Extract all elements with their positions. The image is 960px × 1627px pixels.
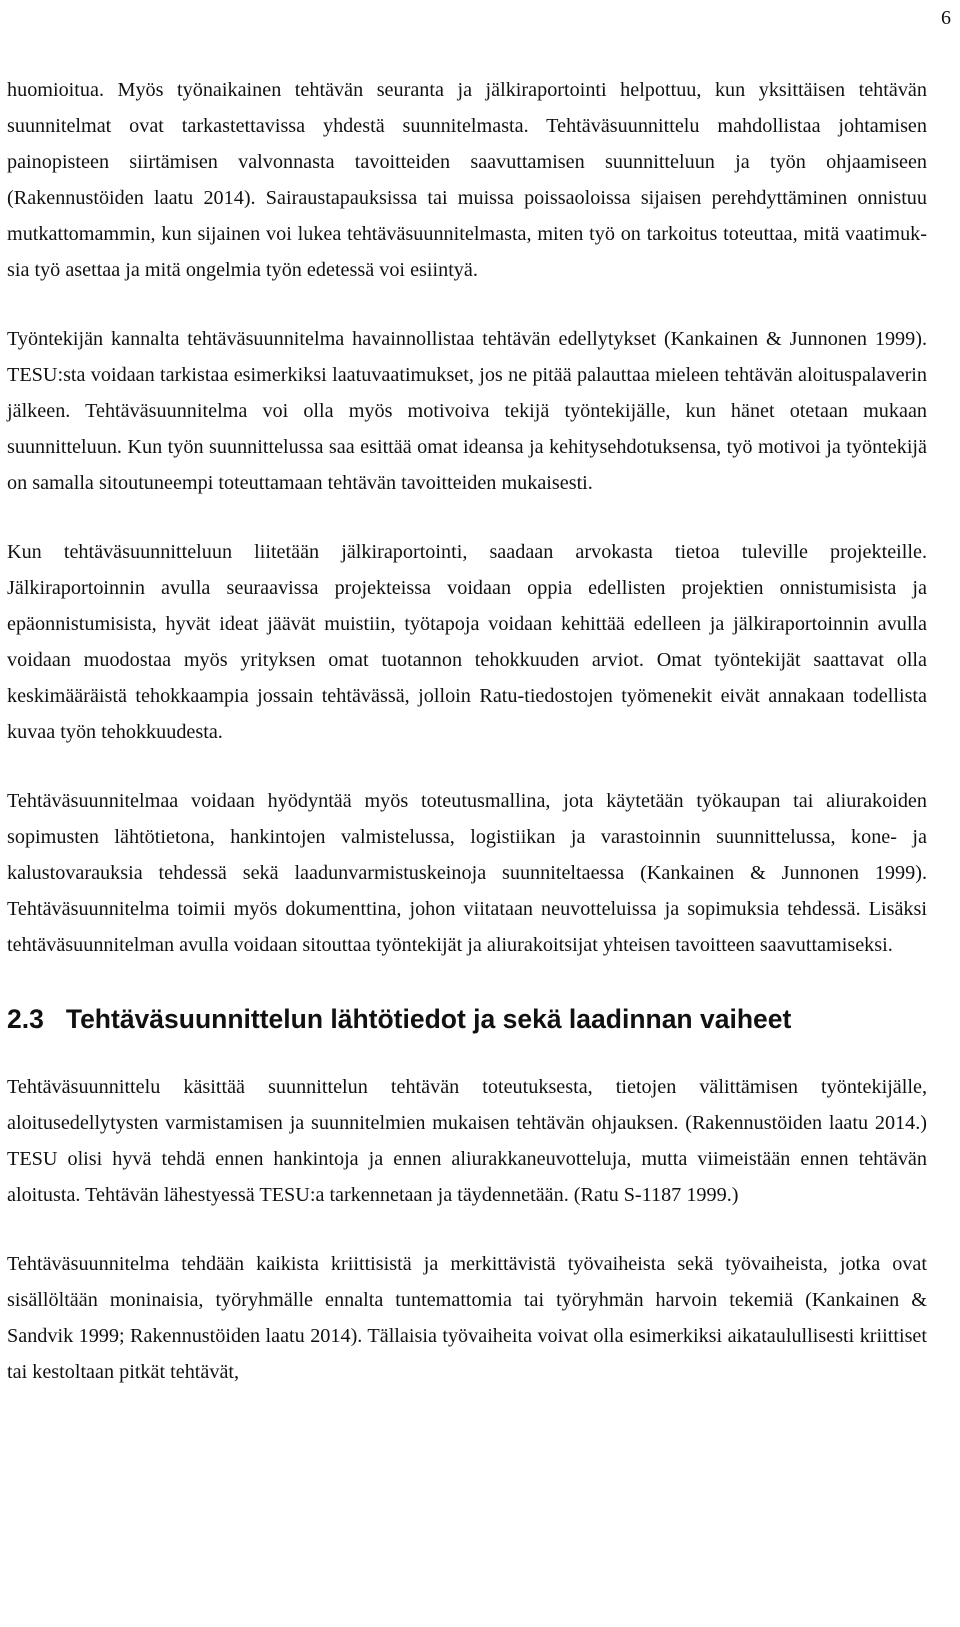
paragraph-2: Työntekijän kannalta tehtäväsuunnitelma havainnollistaa tehtävän edellytykset (Kankainen & Junnonen 1999). TESU:sta voidaan tarkistaa esimerkiksi laatuvaatimukset, jos ne pitää palauttaa mieleen tehtävän aloituspalaverin jälkeen. Tehtäväsuunnitelma voi olla myös motivoiva tekijä työntekijälle, kun hänet otetaan mukaan suunnitteluun. Kun työn suunnittelussa saa esittää omat ideansa ja kehitysehdotuksensa, työ motivoi ja työntekijä on samalla sitoutuneempi toteuttamaan tehtävän tavoitteiden mukaisesti.: [7, 328, 927, 494]
paragraph-gap: [7, 501, 927, 534]
section-number: 2.3: [7, 1004, 44, 1034]
paragraph-3: Kun tehtäväsuunnitteluun liitetään jälkiraportointi, saadaan arvokasta tietoa tuleville projekteille. Jälkiraportoinnin avulla seuraavissa projekteissa voidaan oppia edellisten projektien onnistumisista ja epäonnistumisista, hyvät ideat jäävät muistiin, työtapoja voidaan kehittää edelleen ja jälkiraportoinnin avulla voidaan muodostaa myös yrityksen omat tuotannon tehokkuuden arviot. Omat työntekijät saattavat olla keskimääräistä tehokkaampia jossain tehtävässä, jolloin Ratu-tiedostojen työmenekit eivät annakaan todellista kuvaa työn tehokkuudesta.: [7, 541, 927, 743]
document-body: [7, 72, 927, 1390]
paragraph-gap: [7, 750, 927, 783]
paragraph-1: huomioitua. Myös työnaikainen tehtävän seuranta ja jälkiraportointi helpottuu, kun yksittäisen tehtävän suunnitelmat ovat tarkastettavissa yhdestä suunnitelmasta. Tehtäväsuunnittelu mahdollistaa johtamisen painopisteen siirtämisen valvonnasta tavoitteiden saavuttamisen suunnitteluun ja työn ohjaamiseen (Rakennustöiden laatu 2014). Sairaustapauksissa tai muissa poissaoloissa sijaisen perehdyttäminen onnistuu mutkattomammin, kun sijainen voi lukea tehtäväsuunnitelmasta, miten työ on tarkoitus toteuttaa, mitä vaatimuksia työ asettaa ja mitä ongelmia työn edetessä voi esiintyä.: [7, 79, 927, 281]
paragraph-gap: [7, 1213, 927, 1246]
heading-gap: [7, 1039, 927, 1069]
paragraph-gap: [7, 288, 927, 321]
paragraph-4: Tehtäväsuunnitelmaa voidaan hyödyntää myös toteutusmallina, jota käytetään työkaupan tai aliurakoiden sopimusten lähtötietona, hankintojen valmistelussa, logistiikan ja varastoinnin suunnittelussa, kone- ja kalustovarauksia tehdessä sekä laadunvarmistuskeinoja suunniteltaessa (Kankainen & Junnonen 1999). Tehtäväsuunnitelma toimii myös dokumenttina, johon viitataan neuvotteluissa ja sopimuksia tehdessä. Lisäksi tehtäväsuunnitelman avulla voidaan sitouttaa työntekijät ja aliurakoitsijat yhteisen tavoitteen saavuttamiseksi.: [7, 790, 927, 956]
paragraph-6: Tehtäväsuunnitelma tehdään kaikista kriittisistä ja merkittävistä työvaiheista sekä työvaiheista, jotka ovat sisällöltään moninaisia, työryhmälle ennalta tuntemattomia tai työryhmän harvoin tekemiä (Kankainen & Sandvik 1999; Rakennustöiden laatu 2014). Tällaisia työvaiheita voivat olla esimerkiksi aikataulullisesti kriittiset tai kestoltaan pitkät tehtävät,: [7, 1253, 927, 1383]
page-number: 6: [941, 7, 951, 29]
section-title: Tehtäväsuunnittelun lähtötiedot ja sekä laadinnan vaiheet: [65, 1004, 792, 1034]
section-heading: [7, 999, 927, 1039]
section-gap: [7, 963, 927, 999]
paragraph-5: Tehtäväsuunnittelu käsittää suunnittelun tehtävän toteutuksesta, tietojen välittämisen työntekijälle, aloitusedellytysten varmistamisen ja suunnitelmien mukaisen tehtävän ohjauksen. (Rakennustöiden laatu 2014.) TESU olisi hyvä tehdä ennen hankintoja ja ennen aliurakkaneuvotteluja, mutta viimeistään ennen tehtävän aloitusta. Tehtävän lähestyessä TESU:a tarkennetaan ja täydennetään. (Ratu S-1187 1999.): [7, 1076, 927, 1206]
